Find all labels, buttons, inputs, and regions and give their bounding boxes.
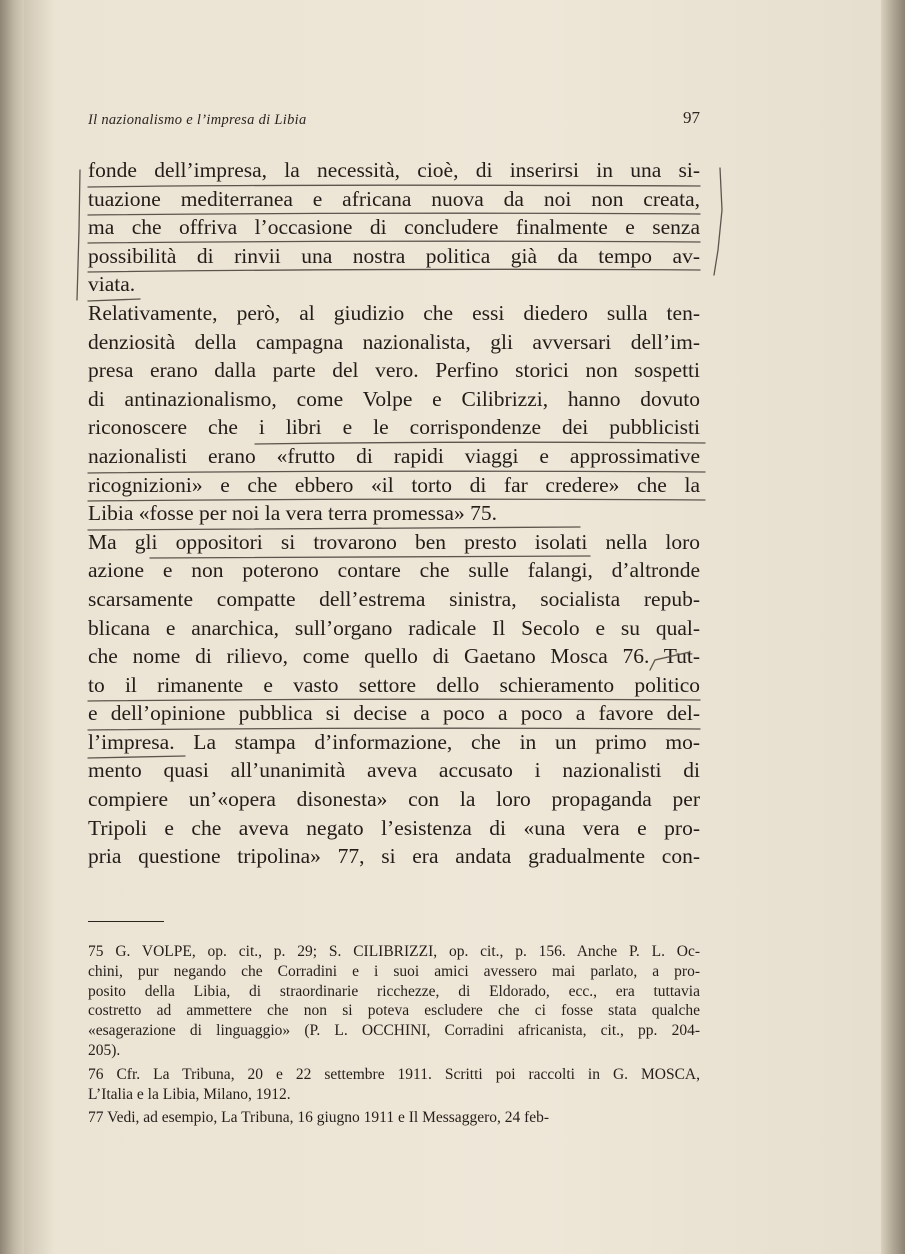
text-line: compiere un’«opera disonesta» con la loro propaganda per — [88, 787, 700, 812]
page-number: 97 — [683, 108, 700, 127]
footnote-line: costretto ad ammettere che non si poteva escludere che ci fosse stata qualche — [88, 1002, 700, 1020]
text-line: ma che offriva l’occasione di concludere finalmente e senza — [88, 215, 700, 240]
footnote-line: 77 Vedi, ad esempio, La Tribuna, 16 giugno 1911 e Il Messaggero, 24 feb- — [88, 1109, 550, 1127]
book-gutter-left — [0, 0, 24, 1254]
main-text — [88, 156, 700, 871]
text-line: viata. — [88, 272, 136, 297]
footnotes — [88, 942, 700, 1128]
footnote-line: 76 Cfr. La Tribuna, 20 e 22 settembre 1911. Scritti poi raccolti in G. MOSCA, — [88, 1065, 700, 1083]
footnote-line: L’Italia e la Libia, Milano, 1912. — [88, 1085, 291, 1103]
text-line: fonde dell’impresa, la necessità, cioè, di inserirsi in una si- — [88, 158, 700, 182]
text-line: e dell’opinione pubblica si decise a poco a poco a favore del- — [88, 701, 700, 726]
text-line: to il rimanente e vasto settore dello schieramento politico — [88, 672, 700, 697]
footnote-line: 75 G. VOLPE, op. cit., p. 29; S. CILIBRIZZI, op. cit., p. 156. Anche P. L. Oc- — [88, 943, 700, 960]
text-line: denziosità della campagna nazionalista, gli avversari dell’im- — [88, 329, 700, 354]
text-line: di antinazionalismo, come Volpe e Cilibrizzi, hanno dovuto — [88, 386, 700, 411]
footnote-rule — [88, 921, 164, 922]
footnote-line: 205). — [88, 1041, 121, 1059]
text-line: riconoscere che i libri e le corrispondenze dei pubblicisti — [88, 415, 700, 440]
footnote-line: posito della Libia, di straordinarie ricchezze, di Eldorado, ecc., era tuttavia — [88, 982, 700, 1000]
text-line: scarsamente compatte dell’estrema sinistra, socialista repub- — [88, 586, 700, 611]
running-header — [88, 108, 700, 132]
text-line: pria questione tripolina» 77, si era andata gradualmente con- — [88, 844, 700, 869]
text-line: Relativamente, però, al giudizio che essi diedero sulla ten- — [88, 300, 700, 325]
running-title: Il nazionalismo e l’impresa di Libia — [88, 112, 307, 128]
text-line: possibilità di rinvii una nostra politica già da tempo av- — [88, 243, 700, 268]
text-line: Tripoli e che aveva negato l’esistenza di «una vera e pro- — [88, 815, 700, 840]
text-line: l’impresa. La stampa d’informazione, che in un primo mo- — [88, 729, 700, 754]
text-line: mento quasi all’unanimità aveva accusato i nazionalisti di — [88, 758, 700, 783]
book-edge-right — [881, 0, 905, 1254]
text-line: tuazione mediterranea e africana nuova da noi non creata, — [88, 186, 700, 211]
text-line: ricognizioni» e che ebbero «il torto di far credere» che la — [88, 472, 700, 497]
text-line: presa erano dalla parte del vero. Perfino storici non sospetti — [88, 358, 700, 383]
footnote-line: «esagerazione di linguaggio» (P. L. OCCHINI, Corradini africanista, cit., pp. 204- — [88, 1022, 700, 1040]
text-line: che nome di rilievo, come quello di Gaetano Mosca 76. Tut- — [88, 644, 700, 669]
text-line: azione e non poterono contare che sulle falangi, d’altronde — [88, 558, 700, 583]
text-line: blicana e anarchica, sull’organo radicale Il Secolo e su qual- — [88, 615, 700, 640]
text-line: nazionalisti erano «frutto di rapidi viaggi e approssimative — [88, 443, 700, 468]
footnote-line: chini, pur negando che Corradini e i suoi amici avessero mai parlato, a pro- — [88, 962, 700, 980]
text-line: Libia «fosse per noi la vera terra promessa» 75. — [88, 501, 497, 526]
text-line: Ma gli oppositori si trovarono ben presto isolati nella loro — [88, 529, 700, 554]
